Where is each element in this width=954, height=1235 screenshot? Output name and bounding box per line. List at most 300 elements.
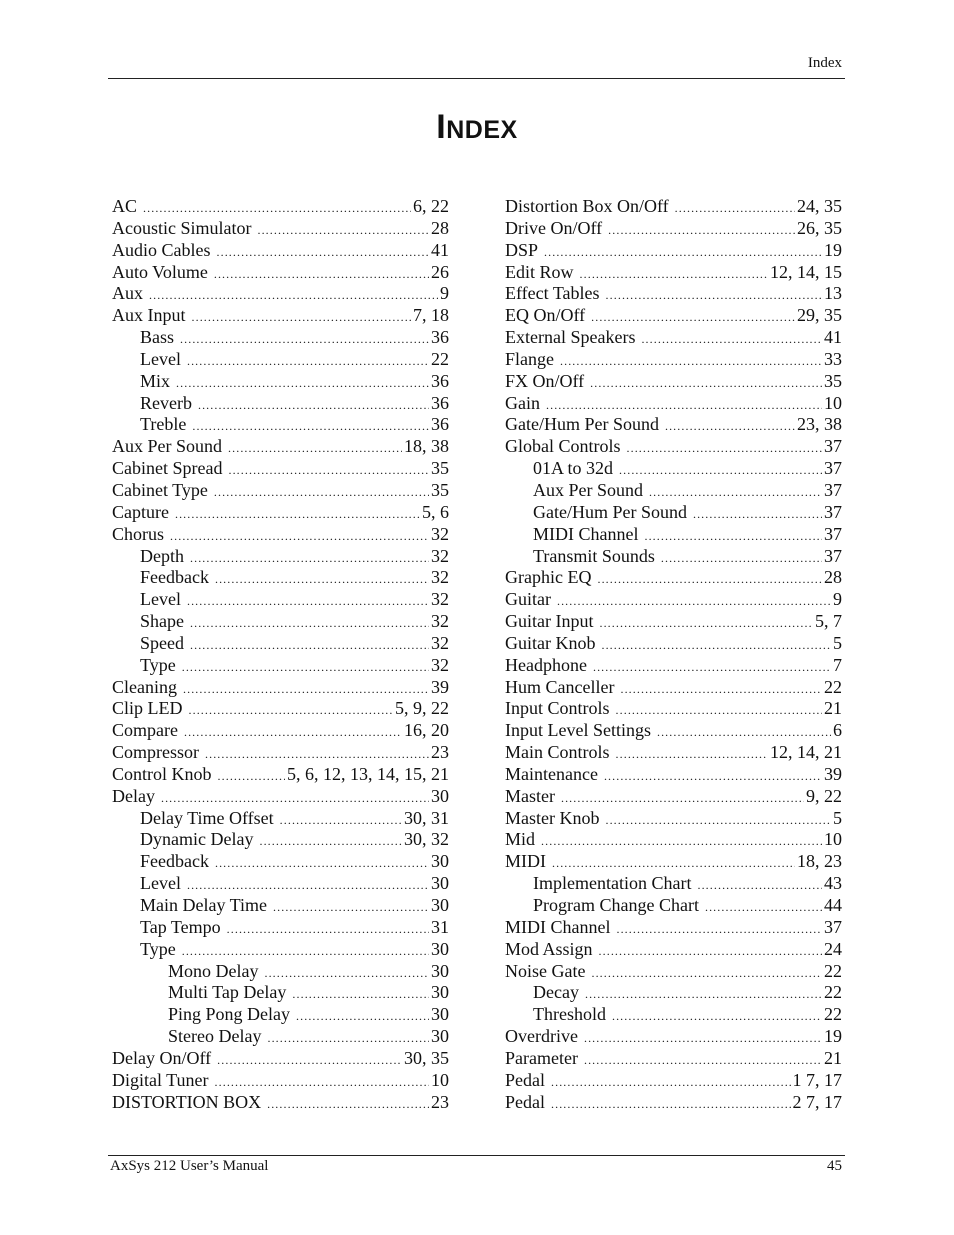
dot-leader	[267, 1094, 429, 1116]
index-term: Master Knob	[505, 807, 600, 828]
index-term: MIDI Channel	[505, 916, 611, 937]
index-term: External Speakers	[505, 327, 636, 348]
index-pages: 37	[824, 436, 842, 457]
index-term: Main Controls	[505, 742, 610, 763]
index-term: Tap Tempo	[140, 916, 221, 937]
header-rule	[108, 78, 845, 79]
index-term: EQ On/Off	[505, 305, 586, 326]
index-term: Headphone	[505, 654, 587, 675]
index-pages: 32	[431, 545, 449, 566]
index-term: Delay	[112, 785, 155, 806]
index-term: Reverb	[140, 392, 192, 413]
dot-leader	[187, 591, 429, 613]
dot-leader	[591, 307, 795, 329]
index-pages: 26	[431, 261, 449, 282]
index-term: Distortion Box On/Off	[505, 196, 669, 216]
index-entry	[505, 698, 842, 720]
index-term: Hum Canceller	[505, 676, 615, 697]
index-pages: 30	[431, 1026, 449, 1047]
index-entry	[505, 524, 842, 546]
index-term: Guitar Input	[505, 611, 594, 632]
index-pages: 10	[431, 1069, 449, 1090]
index-pages: 24	[824, 938, 842, 959]
dot-leader	[561, 788, 804, 810]
dot-leader	[644, 526, 822, 548]
dot-leader	[599, 941, 822, 963]
dot-leader	[217, 1050, 402, 1072]
index-pages: 30, 32	[404, 829, 449, 850]
dot-leader	[697, 875, 822, 897]
index-entry	[112, 349, 449, 371]
dot-leader	[597, 569, 822, 591]
index-term: Guitar	[505, 589, 551, 610]
index-term: DISTORTION BOX	[112, 1091, 262, 1112]
index-term: Delay Time Offset	[140, 807, 274, 828]
index-entry	[505, 327, 842, 349]
index-entry	[112, 982, 449, 1004]
dot-leader	[557, 591, 831, 613]
index-term: Bass	[140, 327, 175, 348]
index-entry	[505, 480, 842, 502]
index-entry	[505, 589, 842, 611]
dot-leader	[552, 853, 795, 875]
index-entry	[112, 524, 449, 546]
index-term: Depth	[140, 545, 184, 566]
index-pages: 37	[824, 916, 842, 937]
index-entry	[505, 873, 842, 895]
index-pages: 6	[833, 720, 842, 741]
index-term: Input Controls	[505, 698, 610, 719]
index-pages: 23	[431, 1091, 449, 1112]
index-pages: 35	[431, 479, 449, 500]
index-pages: 31	[431, 916, 449, 937]
index-pages: 18, 23	[797, 851, 842, 872]
index-term: Aux Per Sound	[533, 479, 644, 500]
index-pages: 5, 6, 12, 13, 14, 15, 21	[287, 763, 449, 784]
index-pages: 30	[431, 982, 449, 1003]
index-pages: 41	[431, 239, 449, 260]
index-term: Mid	[505, 829, 536, 850]
dot-leader	[627, 438, 823, 460]
index-pages: 28	[824, 567, 842, 588]
index-pages: 22	[824, 1004, 842, 1025]
index-entry	[112, 764, 449, 786]
index-term: Implementation Chart	[533, 873, 692, 894]
index-pages: 10	[824, 392, 842, 413]
index-entry	[112, 480, 449, 502]
index-term: Edit Row	[505, 261, 574, 282]
index-entry	[112, 1092, 449, 1114]
index-pages: 43	[824, 873, 842, 894]
index-pages: 36	[431, 370, 449, 391]
index-entry	[112, 414, 449, 436]
dot-leader	[693, 504, 822, 526]
dot-leader	[190, 635, 429, 657]
index-entry	[112, 742, 449, 764]
index-entry	[505, 283, 842, 305]
index-entry	[505, 240, 842, 262]
index-term: Gate/Hum Per Sound	[505, 414, 659, 435]
dot-leader	[620, 679, 822, 701]
index-pages: 19	[824, 239, 842, 260]
index-entry	[505, 458, 842, 480]
dot-leader	[190, 613, 429, 635]
dot-leader	[591, 963, 822, 985]
index-entry	[112, 240, 449, 262]
index-term: Treble	[140, 414, 187, 435]
index-pages: 32	[431, 654, 449, 675]
index-pages: 32	[431, 611, 449, 632]
index-pages: 30	[431, 873, 449, 894]
index-term: Threshold	[533, 1004, 606, 1025]
dot-leader	[183, 679, 429, 701]
dot-leader	[604, 766, 822, 788]
index-entry	[112, 895, 449, 917]
index-entry	[112, 393, 449, 415]
index-term: AC	[112, 196, 138, 216]
index-entry	[112, 283, 449, 305]
index-entry	[505, 677, 842, 699]
dot-leader	[551, 1094, 791, 1116]
index-term: Aux	[112, 283, 143, 304]
index-column-right	[505, 196, 842, 1113]
index-term: Dynamic Delay	[140, 829, 254, 850]
index-entry	[112, 327, 449, 349]
index-entry	[505, 1026, 842, 1048]
index-pages: 18, 38	[404, 436, 449, 457]
dot-leader	[541, 831, 822, 853]
index-pages: 5	[833, 807, 842, 828]
index-term: Parameter	[505, 1047, 578, 1068]
manual-title: AxSys 212 User’s Manual	[110, 1158, 269, 1174]
index-term: Pedal	[505, 1069, 545, 1090]
index-pages: 7	[833, 654, 842, 675]
dot-leader	[661, 548, 822, 570]
index-entry	[505, 917, 842, 939]
dot-leader	[619, 460, 822, 482]
index-pages: 30	[431, 1004, 449, 1025]
dot-leader	[273, 897, 429, 919]
index-term: Decay	[533, 982, 579, 1003]
index-pages: 36	[431, 392, 449, 413]
dot-leader	[170, 526, 429, 548]
index-term: Cabinet Spread	[112, 458, 223, 479]
index-term: MIDI Channel	[533, 523, 639, 544]
dot-leader	[544, 242, 822, 264]
dot-leader	[546, 395, 822, 417]
index-term: Noise Gate	[505, 960, 586, 981]
dot-leader	[616, 919, 822, 941]
index-pages: 39	[824, 763, 842, 784]
index-term: Main Delay Time	[140, 895, 268, 915]
dot-leader	[280, 810, 402, 832]
index-term: Compare	[112, 720, 178, 741]
index-entry	[505, 436, 842, 458]
index-entry	[112, 961, 449, 983]
index-entry	[505, 1070, 842, 1092]
dot-leader	[184, 722, 402, 744]
dot-leader	[187, 875, 429, 897]
index-term: Graphic EQ	[505, 567, 592, 588]
dot-leader	[215, 569, 429, 591]
index-term: Clip LED	[112, 698, 183, 719]
dot-leader	[228, 460, 429, 482]
index-entry	[505, 305, 842, 327]
index-entry	[505, 895, 842, 917]
index-pages: 6, 22	[413, 196, 449, 216]
index-pages: 28	[431, 217, 449, 238]
index-entry	[112, 939, 449, 961]
index-pages: 9	[833, 589, 842, 610]
index-term: Stereo Delay	[168, 1026, 262, 1047]
dot-leader	[143, 198, 411, 220]
index-term: Compressor	[112, 742, 199, 763]
index-term: Level	[140, 873, 181, 894]
index-pages: 12, 14, 21	[770, 742, 842, 763]
index-entry	[112, 262, 449, 284]
index-term: Effect Tables	[505, 283, 600, 304]
index-term: Type	[140, 938, 176, 959]
dot-leader	[215, 853, 429, 875]
index-entry	[112, 611, 449, 633]
index-pages: 26, 35	[797, 217, 842, 238]
index-term: Shape	[140, 611, 184, 632]
index-entry	[505, 393, 842, 415]
index-entry	[505, 655, 842, 677]
index-entry	[505, 808, 842, 830]
index-pages: 35	[824, 370, 842, 391]
index-term: Ping Pong Delay	[168, 1004, 291, 1025]
dot-leader	[214, 264, 429, 286]
index-entry	[505, 567, 842, 589]
index-pages: 1 7, 17	[792, 1069, 842, 1090]
dot-leader	[180, 329, 429, 351]
dot-leader	[606, 285, 822, 307]
index-pages: 33	[824, 348, 842, 369]
index-term: Level	[140, 348, 181, 369]
index-pages: 10	[824, 829, 842, 850]
index-pages: 37	[824, 501, 842, 522]
page-title	[0, 108, 954, 147]
dot-leader	[705, 897, 822, 919]
page-number: 45	[827, 1158, 842, 1174]
index-pages: 32	[431, 523, 449, 544]
index-pages: 21	[824, 698, 842, 719]
index-entry	[112, 458, 449, 480]
dot-leader	[205, 744, 429, 766]
index-pages: 9, 22	[806, 785, 842, 806]
index-entry	[505, 1048, 842, 1070]
index-term: Control Knob	[112, 763, 212, 784]
index-term: Multi Tap Delay	[168, 982, 287, 1003]
index-term: MIDI	[505, 851, 546, 872]
index-pages: 21	[824, 1047, 842, 1068]
footer-rule	[108, 1155, 845, 1156]
index-entry	[505, 414, 842, 436]
index-entry	[112, 1026, 449, 1048]
dot-leader	[605, 810, 831, 832]
index-entry	[112, 567, 449, 589]
index-pages: 5	[833, 632, 842, 653]
index-pages: 12, 14, 15	[770, 261, 842, 282]
index-term: Feedback	[140, 567, 209, 588]
index-entry	[112, 720, 449, 742]
dot-leader	[612, 1006, 822, 1028]
index-entry	[505, 1092, 842, 1114]
index-entry	[505, 720, 842, 742]
index-pages: 13	[824, 283, 842, 304]
index-term: Chorus	[112, 523, 165, 544]
index-entry	[112, 1070, 449, 1092]
index-entry	[112, 218, 449, 240]
index-entry	[112, 1048, 449, 1070]
index-pages: 2 7, 17	[792, 1091, 842, 1112]
index-pages: 5, 7	[815, 611, 842, 632]
index-entry	[112, 917, 449, 939]
index-term: Mod Assign	[505, 938, 593, 959]
dot-leader	[259, 831, 402, 853]
index-pages: 37	[824, 458, 842, 479]
dot-leader	[601, 635, 831, 657]
dot-leader	[560, 351, 822, 373]
dot-leader	[296, 1006, 429, 1028]
index-entry	[505, 1004, 842, 1026]
index-term: Acoustic Simulator	[112, 217, 252, 238]
index-term: Gate/Hum Per Sound	[533, 501, 687, 522]
index-pages: 7, 18	[413, 305, 449, 326]
index-pages: 30, 31	[404, 807, 449, 828]
index-entry	[112, 873, 449, 895]
index-term: Input Level Settings	[505, 720, 651, 741]
index-entry	[505, 982, 842, 1004]
dot-leader	[176, 373, 429, 395]
index-entry	[505, 633, 842, 655]
dot-leader	[292, 984, 429, 1006]
index-term: Level	[140, 589, 181, 610]
index-pages: 5, 9, 22	[395, 698, 449, 719]
index-term: Auto Volume	[112, 261, 208, 282]
title-rest: NDEX	[446, 116, 518, 144]
dot-leader	[593, 657, 831, 679]
dot-leader	[214, 482, 429, 504]
dot-leader	[257, 220, 429, 242]
index-term: Drive On/Off	[505, 217, 603, 238]
dot-leader	[189, 700, 394, 722]
dot-leader	[192, 416, 429, 438]
index-term: Overdrive	[505, 1026, 578, 1047]
dot-leader	[218, 766, 285, 788]
index-entry	[505, 829, 842, 851]
index-pages: 29, 35	[797, 305, 842, 326]
index-term: Pedal	[505, 1091, 545, 1112]
dot-leader	[182, 941, 429, 963]
dot-leader	[580, 264, 768, 286]
index-entry	[112, 829, 449, 851]
index-entry	[112, 436, 449, 458]
index-term: Aux Input	[112, 305, 186, 326]
dot-leader	[608, 220, 795, 242]
index-term: Delay On/Off	[112, 1047, 212, 1068]
title-initial: I	[436, 108, 447, 146]
dot-leader	[665, 416, 795, 438]
index-pages: 37	[824, 545, 842, 566]
index-entry	[505, 546, 842, 568]
dot-leader	[198, 395, 429, 417]
index-entry	[112, 633, 449, 655]
index-pages: 35	[431, 458, 449, 479]
index-entry	[112, 196, 449, 218]
index-term: Feedback	[140, 851, 209, 872]
index-entry	[505, 502, 842, 524]
index-pages: 32	[431, 567, 449, 588]
index-pages: 37	[824, 523, 842, 544]
index-entry	[505, 851, 842, 873]
index-pages: 22	[824, 960, 842, 981]
index-term: 01A to 32d	[533, 458, 614, 479]
dot-leader	[228, 438, 402, 460]
index-term: Master	[505, 785, 555, 806]
index-entry	[505, 742, 842, 764]
dot-leader	[584, 1050, 822, 1072]
index-term: DSP	[505, 239, 539, 260]
index-term: Aux Per Sound	[112, 436, 223, 457]
index-term: Audio Cables	[112, 239, 211, 260]
dot-leader	[649, 482, 822, 504]
index-term: Guitar Knob	[505, 632, 596, 653]
index-pages: 16, 20	[404, 720, 449, 741]
dot-leader	[551, 1072, 791, 1094]
index-term: Mix	[140, 370, 171, 391]
dot-leader	[227, 919, 429, 941]
index-pages: 36	[431, 327, 449, 348]
index-pages: 30	[431, 960, 449, 981]
dot-leader	[599, 613, 813, 635]
index-pages: 9	[440, 283, 449, 304]
dot-leader	[187, 351, 429, 373]
index-entry	[112, 655, 449, 677]
index-entry	[112, 305, 449, 327]
dot-leader	[616, 744, 768, 766]
index-entry	[112, 677, 449, 699]
index-entry	[505, 961, 842, 983]
index-entry	[112, 589, 449, 611]
index-pages: 24, 35	[797, 196, 842, 216]
index-pages: 37	[824, 479, 842, 500]
index-term: Type	[140, 654, 176, 675]
dot-leader	[149, 285, 438, 307]
index-entry	[112, 698, 449, 720]
index-entry	[505, 371, 842, 393]
index-column-left	[112, 196, 449, 1113]
dot-leader	[215, 1072, 429, 1094]
index-term: Maintenance	[505, 763, 598, 784]
index-pages: 36	[431, 414, 449, 435]
dot-leader	[217, 242, 430, 264]
index-pages: 30	[431, 785, 449, 806]
index-term: Digital Tuner	[112, 1069, 209, 1090]
index-term: Cabinet Type	[112, 479, 208, 500]
index-term: Program Change Chart	[533, 895, 699, 915]
index-entry	[505, 786, 842, 808]
dot-leader	[616, 700, 822, 722]
index-pages: 22	[824, 676, 842, 697]
dot-leader	[657, 722, 831, 744]
index-term: FX On/Off	[505, 370, 585, 391]
index-pages: 5, 6	[422, 501, 449, 522]
index-entry	[112, 786, 449, 808]
index-term: Gain	[505, 392, 540, 413]
index-pages: 39	[431, 676, 449, 697]
